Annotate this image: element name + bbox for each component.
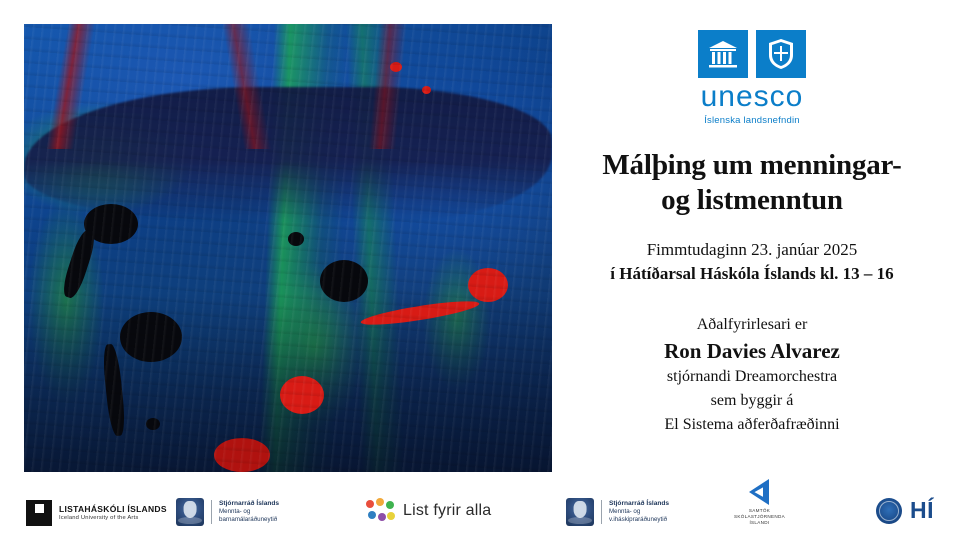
ministry-culture-line2: Mennta- og (609, 508, 641, 516)
lhi-square-icon (26, 500, 52, 526)
unesco-subtitle: Íslenska landsnefndin (704, 115, 800, 126)
ministry-culture-label (609, 500, 669, 524)
speaker-role-line2: sem byggir á (710, 392, 794, 410)
lhi-label (59, 505, 167, 521)
ministry-education-line1: Stjórnarráð Íslands (219, 500, 280, 508)
lhi-label-line1: LISTAHÁSKÓLI ÍSLANDS (59, 503, 167, 514)
footer-logo-bar (0, 474, 960, 540)
logo-ministry-of-culture (566, 498, 669, 526)
unesco-temple-icon (698, 30, 748, 78)
list-fyrir-alla-wordmark: List fyrir alla (403, 502, 492, 519)
page-title-line2: og listmenntun (661, 183, 843, 216)
logo-divider (601, 500, 602, 524)
logo-university-of-iceland (876, 497, 934, 524)
university-of-iceland-wordmark: HÍ (910, 497, 934, 523)
page-title (566, 148, 938, 218)
logo-ministry-of-education (176, 498, 279, 526)
abstract-blue-red-painting (24, 24, 552, 472)
iceland-crest-icon (756, 30, 806, 78)
university-of-iceland-seal-icon (876, 498, 902, 524)
unesco-wordmark: unesco (700, 80, 804, 113)
lhi-label-line2: Iceland University of the Arts (59, 514, 139, 521)
page-title-line1: Málþing um menningar- (602, 149, 902, 181)
skolastjornendur-line3: ÍSLANDI (749, 520, 770, 526)
ministry-culture-line1: Stjórnarráð Íslands (609, 500, 670, 508)
painting-texture-overlay (24, 24, 552, 472)
poster-text-column (566, 24, 938, 437)
speaker-block (566, 313, 938, 437)
logo-iceland-university-of-the-arts (26, 500, 167, 526)
iceland-government-crest-icon (566, 498, 594, 526)
ministry-culture-line3: v.iháskipraráðuneytið (609, 516, 668, 524)
speaker-intro: Aðalfyrirlesari er (696, 315, 808, 333)
speaker-role-line1: stjórnandi Dreamorchestra (666, 368, 838, 386)
ministry-education-line2: Mennta- og (219, 508, 251, 516)
speaker-name: Ron Davies Alvarez (664, 338, 840, 363)
unesco-logo (566, 30, 938, 126)
skolastjornendur-line1: SAMTÖK (748, 508, 771, 514)
logo-divider (211, 500, 212, 524)
event-date: Fimmtudaginn 23. janúar 2025 (646, 239, 858, 259)
iceland-government-crest-icon (176, 498, 204, 526)
skolastjornendur-line2: SKÓLASTJÓRNENDA (734, 514, 785, 520)
unesco-emblem-row (698, 30, 806, 78)
skolastjornendur-arrow-icon (749, 479, 769, 505)
logo-list-fyrir-alla (366, 498, 491, 524)
ministry-education-line3: barnamálaráðuneytið (219, 516, 278, 524)
event-date-block (566, 238, 938, 287)
speaker-role-line3: El Sistema aðferðafræðinni (664, 416, 840, 434)
logo-samtok-skolastjornenda (734, 479, 785, 526)
skolastjornendur-label (734, 508, 785, 526)
ministry-education-label (219, 500, 279, 524)
event-venue-time: í Hátíðarsal Háskóla Íslands kl. 13 – 16 (610, 264, 894, 284)
list-fyrir-alla-dots-icon (366, 498, 396, 524)
